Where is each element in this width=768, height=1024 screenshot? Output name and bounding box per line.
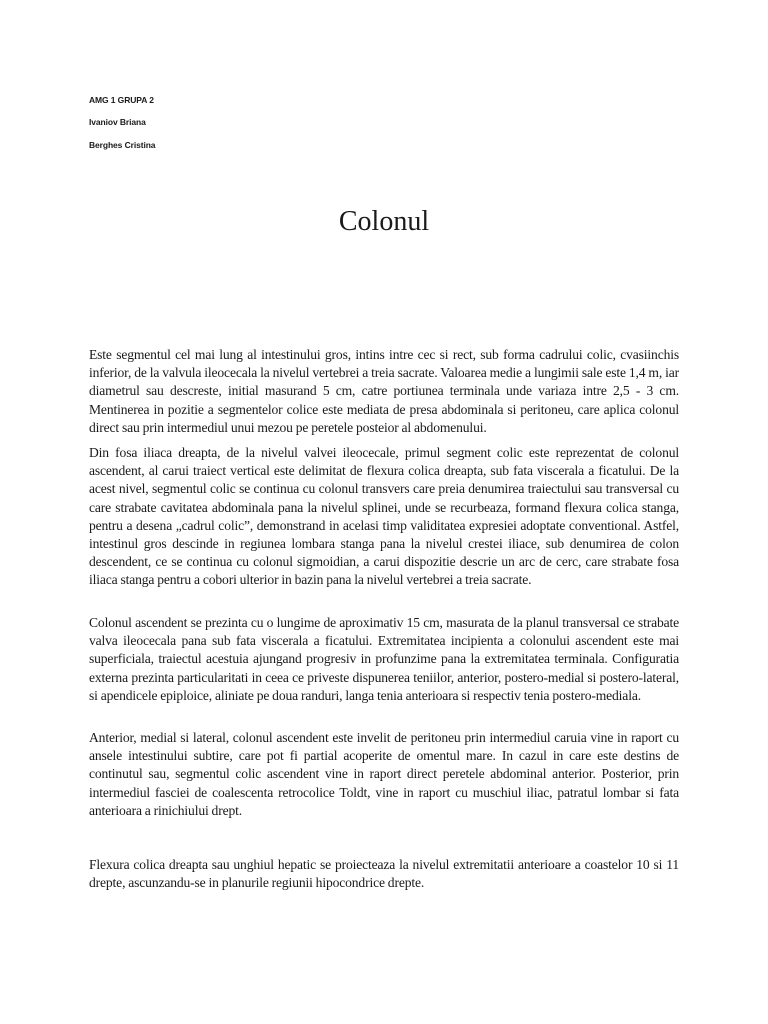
group-label: AMG 1 GRUPA 2 <box>89 95 154 105</box>
paragraph-3: Colonul ascendent se prezinta cu o lungime de aproximativ 15 cm, masurata de la planul transversal ce strabate valva ileocecala pana sub fata viscerala a ficatului. Extremitatea incipienta a colonului ascendent este mai superficiala, traiectul acestuia ajungand progresiv in profunzime pana la extremitatea terminala. Configuratia externa prezinta particularitati in ceea ce priveste dispunerea teniilor, anterior, postero-medial si postero-lateral, si apendicele epiploice, aliniate pe doua randuri, langa tenia anterioara si respectiv tenia postero-mediala. <box>89 615 679 703</box>
paragraph-5: Flexura colica dreapta sau unghiul hepatic se proiecteaza la nivelul extremitatii anterioare a coastelor 10 si 11 drepte, ascunzandu-se in planurile regiunii hipocondrice drepte. <box>89 857 679 891</box>
author-name-2: Berghes Cristina <box>89 140 156 150</box>
paragraph-2: Din fosa iliaca dreapta, de la nivelul valvei ileocecale, primul segment colic este reprezentat de colonul ascendent, al carui traiect vertical este delimitat de flexura colica dreapta, sub fata viscerala a ficatului. De la acest nivel, segmentul colic se continua cu colonul transvers care preia denumirea traiectului sau transversal cu care strabate cavitatea abdominala pana la nivelul splinei, unde se recurbeaza, formand flexura colica stanga, pentru a desena „cadrul colic”, demonstrand in acelasi timp validitatea expresiei adoptate conventional. Astfel, intestinul gros descinde in regiunea lombara stanga pana la nivelul crestei iliace, sub denumirea de colon descendent, ce se continua cu colonul sigmoidian, a carui dispozitie descrie un arc de cerc, care strabate fosa iliaca stanga pentru a cobori ulterior in bazin pana la nivelul vertebrei a treia sacrate. <box>89 445 679 588</box>
document-title: Colonul <box>338 206 430 237</box>
paragraph-4: Anterior, medial si lateral, colonul ascendent este invelit de peritoneu prin intermediul caruia vine in raport cu ansele intestinului subtire, care pot fi partial acoperite de omentul mare. In cazul in care este destins de continutul sau, segmentul colic ascendent vine in raport direct peretele abdominal anterior. Posterior, prin intermediul fasciei de coalescenta retrocolice Toldt, vine in raport cu muschiul iliac, patratul lombar si fata anterioara a rinichiului drept. <box>89 730 679 818</box>
paragraph-1: Este segmentul cel mai lung al intestinului gros, intins intre cec si rect, sub forma cadrului colic, cvasiinchis inferior, de la valvula ileocecala la nivelul vertebrei a treia sacrate. Valoarea medie a lungimii sale este 1,4 m, iar diametrul sau descreste, initial masurand 5 cm, catre portiunea terminala unde variaza intre 2,5 - 3 cm. Mentinerea in pozitie a segmentelor colice este mediata de presa abdominala si peritoneu, care aplica colonul direct sau prin intermediul unui mezou pe peretele posteior al abdomenului. <box>89 347 679 435</box>
author-name-1: Ivaniov Briana <box>89 117 146 127</box>
